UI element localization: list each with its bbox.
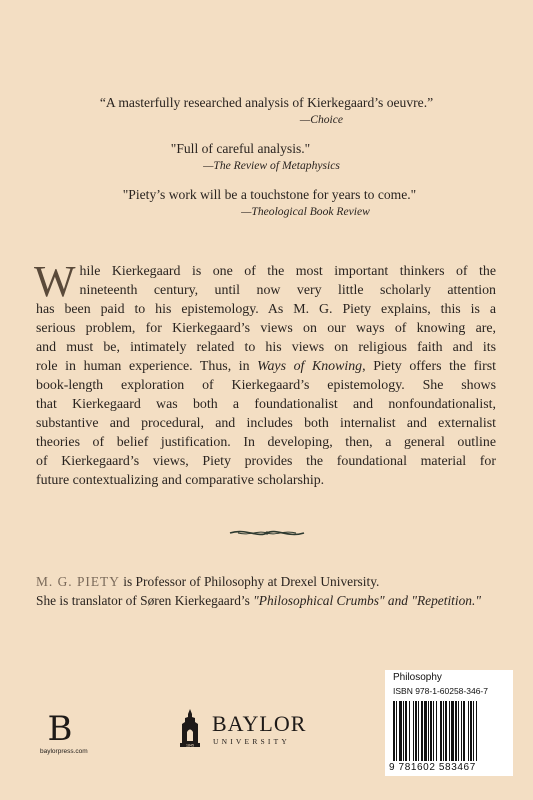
quote-source: —Choice (299, 113, 344, 126)
author-bio (36, 572, 506, 610)
barcode-bar (451, 701, 454, 761)
barcode-bar (403, 701, 404, 761)
barcode-bar (440, 701, 442, 761)
quote-text: “A masterfully researched analysis of Kierkegaard’s oeuvre.” (99, 95, 434, 110)
barcode-bars (391, 701, 507, 765)
barcode-bar (409, 701, 410, 761)
press-logo-letter: B (47, 709, 73, 749)
barcode-digits: 9 781602 583467 (389, 762, 476, 773)
quote-source: —Theological Book Review (241, 205, 370, 218)
barcode-bar (463, 701, 465, 761)
university-subtitle: UNIVERSITY (213, 737, 290, 746)
isbn-barcode (385, 670, 513, 776)
press-url: baylorpress.com (40, 748, 88, 755)
drop-cap: W (34, 257, 76, 306)
review-quotes (0, 94, 533, 220)
book-title: Ways of Knowing (257, 359, 363, 374)
barcode-bar (396, 701, 397, 761)
isbn-number: ISBN 978-1-60258-346-7 (393, 686, 488, 696)
subject-category: Philosophy (393, 672, 442, 683)
university-name: BAYLOR (212, 711, 307, 736)
quote-source: —The Review of Metaphysics (203, 159, 340, 172)
ornament-divider-icon (228, 527, 306, 539)
barcode-bar (443, 701, 444, 761)
description-line: of Kierkegaard’s views, Piety provides the foundational material for (36, 454, 496, 469)
founding-year: 1845 (186, 743, 194, 748)
description-line: future contextualizing and comparative scholarship. (36, 473, 325, 488)
description-line: book-length exploration of Kierkegaard’s epistemology. She shows (36, 378, 496, 393)
barcode-bar (461, 701, 462, 761)
barcode-bar (415, 701, 417, 761)
description-line (36, 357, 496, 376)
barcode-bar (399, 701, 402, 761)
baylor-university-logo (176, 708, 326, 748)
description-line: substantive and procedural, and includes both internalist and externalist (36, 416, 496, 431)
review-quote (0, 186, 533, 220)
barcode-bar (455, 701, 457, 761)
quote-text: "Full of careful analysis." (170, 141, 311, 156)
description-line: and must be, intimately related to his views on religious faith and its (36, 340, 496, 355)
book-description (34, 257, 497, 490)
barcode-bar (393, 701, 395, 761)
barcode-bar (405, 701, 407, 761)
barcode-bar (418, 701, 419, 761)
barcode-bar (470, 701, 472, 761)
description-line: that Kierkegaard was both a foundationalist and nonfoundationalist, (36, 397, 496, 412)
tower-icon (176, 708, 204, 748)
barcode-bar (473, 701, 474, 761)
barcode-bar (458, 701, 459, 761)
barcode-bar (445, 701, 447, 761)
review-quote (0, 94, 533, 128)
description-line: has been paid to his epistemology. As M. G. Piety explains, this is a (36, 302, 496, 317)
barcode-bar (476, 701, 477, 761)
barcode-bar (424, 701, 427, 761)
review-quote (0, 140, 533, 174)
description-line-start: role in human experience. Thus, in (36, 359, 258, 374)
barcode-bar (433, 701, 434, 761)
barcode-bar (413, 701, 414, 761)
description-line: serious problem, for Kierkegaard’s views on our ways of knowing are, (36, 321, 496, 336)
description-line-end: , Piety offers the first (362, 359, 497, 374)
barcode-bar (421, 701, 423, 761)
quote-text: "Piety’s work will be a touchstone for years to come." (122, 187, 417, 202)
barcode-bar (430, 701, 432, 761)
barcode-bar (468, 701, 469, 761)
author-works: "Philosophical Crumbs" and "Repetition." (253, 593, 481, 608)
barcode-bar (449, 701, 450, 761)
author-name: M. G. PIETY (36, 574, 120, 589)
barcode-bar (428, 701, 429, 761)
baylor-press-logo (40, 709, 88, 755)
author-bio-line1: is Professor of Philosophy at Drexel University. (119, 574, 380, 589)
description-line: theories of belief justification. In developing, then, a general outline (36, 435, 496, 450)
author-bio-line2: She is translator of Søren Kierkegaard’s (36, 593, 254, 608)
description-line: nineteenth century, until now very little scholarly attention (79, 283, 496, 298)
barcode-bar (436, 701, 437, 761)
description-line: hile Kierkegaard is one of the most important thinkers of the (79, 264, 496, 279)
